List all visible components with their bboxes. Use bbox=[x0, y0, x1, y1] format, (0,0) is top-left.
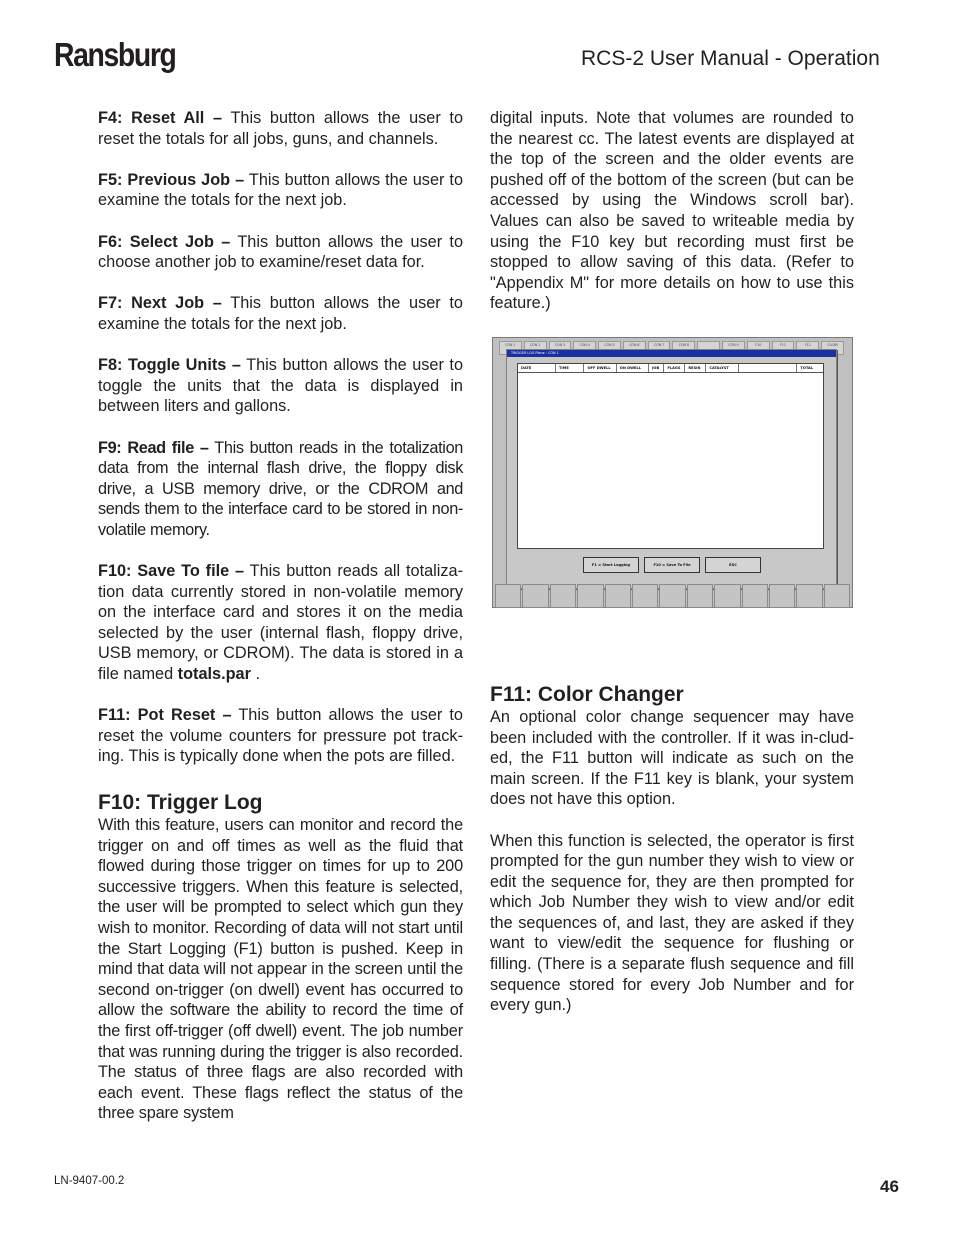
term: F5: Previous Job – bbox=[98, 170, 245, 189]
screenshot-tab: CON 1 bbox=[499, 341, 522, 355]
function-key bbox=[824, 584, 850, 608]
window-titlebar: TRIGGER LOG Plane : CON 1 bbox=[507, 350, 836, 357]
item-f8 bbox=[98, 355, 463, 417]
description-tail: . bbox=[250, 665, 261, 684]
term: F11: Pot Reset – bbox=[98, 706, 232, 725]
description: This button allows the user to reset the totals for all jobs, guns, and channels. bbox=[98, 109, 463, 148]
function-key bbox=[687, 584, 713, 608]
screenshot-tab: CON 6 bbox=[623, 341, 646, 355]
esc-button[interactable]: ESC bbox=[705, 557, 761, 573]
col-on-dwell: ON DWELL bbox=[617, 364, 649, 372]
trigger-log-text: With this feature, users can monitor and record the trigger on and off times as well as the fluid that flowed during those trigger on times for up to 200 successive triggers. When this feature is selected, the user will be prompted to select which gun they wish to monitor. Recording of data will not start until the Start Logging (F1) button is pushed. Keep in mind that data will not appear in the screen until the second on-trigger (on dwell) event has occurred to allow the software the ability to record the time of the first off-trigger (off dwell) event. The job number that was running during the trigger is also recorded. The status of three flags are also recorded with each event. These flags reflect the status of the three spare system bbox=[98, 816, 463, 1123]
function-key bbox=[659, 584, 685, 608]
screenshot-tab: F11 bbox=[772, 341, 795, 355]
save-to-file-button[interactable]: F10 = Save To File bbox=[644, 557, 700, 573]
document-code: LN-9407-00.2 bbox=[54, 1175, 125, 1187]
function-key bbox=[742, 584, 768, 608]
function-key bbox=[522, 584, 548, 608]
screenshot-tab: CLEAR bbox=[821, 341, 844, 355]
color-changer-para-1: An optional color change sequencer may have been included with the controller. If it was in-clud-ed, the F11 button will indicate as such on the main screen. If the F11 key is blank, your system does not have this option. bbox=[490, 707, 854, 809]
trigger-log-screenshot bbox=[492, 337, 853, 608]
description: This button allows the user to examine the totals for the next job. bbox=[98, 294, 463, 333]
start-logging-button[interactable]: F1 = Start Logging bbox=[583, 557, 639, 573]
col-time: TIME bbox=[556, 364, 585, 372]
screenshot-tab: CON 5 bbox=[598, 341, 621, 355]
item-f7 bbox=[98, 293, 463, 334]
color-changer-para-2: When this function is selected, the operator is first prompted for the gun number they wish to view or edit the sequence for, they are then prompted for which Job Number they wish to view and/or edit the sequences of, and last, they are asked if they want to view/edit the sequence for flushing or filling. (There is a separate flush sequence and fill sequence stored for every Job Number and for every gun.) bbox=[490, 831, 854, 1015]
function-key bbox=[632, 584, 658, 608]
item-f4 bbox=[98, 108, 463, 149]
col-flags: FLAGS bbox=[664, 364, 685, 372]
screenshot-tab: CON 7 bbox=[648, 341, 671, 355]
term: F4: Reset All – bbox=[98, 109, 223, 127]
trigger-log-window bbox=[506, 349, 837, 589]
screenshot-tab: CON 9 bbox=[722, 341, 745, 355]
screenshot-tab: CON 4 bbox=[573, 341, 596, 355]
col-catalyst: CATALYST bbox=[706, 364, 738, 372]
function-key bbox=[495, 584, 521, 608]
page-number: 46 bbox=[880, 1177, 899, 1196]
screenshot-tab: F12 bbox=[796, 341, 819, 355]
function-key bbox=[550, 584, 576, 608]
item-f5 bbox=[98, 170, 463, 211]
col-total: TOTAL bbox=[800, 366, 814, 370]
screenshot-function-keys bbox=[493, 584, 852, 608]
function-key bbox=[796, 584, 822, 608]
screenshot-tab: CON 3 bbox=[549, 341, 572, 355]
filename: totals.par bbox=[177, 665, 251, 684]
item-f6 bbox=[98, 232, 463, 273]
function-key bbox=[769, 584, 795, 608]
term: F7: Next Job – bbox=[98, 294, 222, 313]
description: This button allows the user to choose another job to examine/reset data for. bbox=[98, 232, 463, 272]
col-job: JOB bbox=[649, 364, 664, 372]
screenshot-tab: CON 8 bbox=[672, 341, 695, 355]
description: This button allows the user to examine the totals for the next job. bbox=[98, 170, 463, 210]
continuation-text: digital inputs. Note that volumes are rounded to the nearest cc. The latest events are displayed at the top of the screen and the older events are pushed off of the bottom of the screen (but can be accessed by using the Windows scroll bar). Values can also be saved to writeable media by using the F10 key but recording must first be stopped to allow saving of this data. (Refer to "Appendix M" for more details on how to use this feature.) bbox=[490, 109, 854, 313]
function-key bbox=[605, 584, 631, 608]
function-key bbox=[714, 584, 740, 608]
screenshot-tab: F10 bbox=[747, 341, 770, 355]
left-column bbox=[98, 108, 463, 1124]
log-table bbox=[517, 363, 824, 549]
col-off-dwell: OFF DWELL bbox=[584, 364, 616, 372]
description: This button reads in the totalization data from the internal flash drive, the floppy disk drive, a USB memory drive, or the CDROM and sends them to the interface card to be stored in non-volatile memory. bbox=[98, 438, 463, 539]
item-f9 bbox=[98, 438, 463, 541]
col-blank bbox=[739, 364, 798, 372]
term: F9: Read file – bbox=[98, 438, 209, 457]
item-f10-save bbox=[98, 561, 463, 685]
description: This button reads all totaliza-tion data currently stored in non-volatile memory on the interface card and stores it on the media selected by the user (internal flash, floppy drive, USB memory, or CDROM). The data is stored in a file named bbox=[98, 562, 464, 684]
document-title: RCS-2 User Manual - Operation bbox=[581, 47, 880, 70]
term: F8: Toggle Units – bbox=[98, 356, 241, 375]
brand-logo: Ransburg bbox=[54, 36, 176, 73]
section-heading-color-changer: F11: Color Changer bbox=[490, 682, 684, 706]
col-date: DATE bbox=[518, 364, 556, 372]
term: F10: Save To file – bbox=[98, 562, 245, 581]
col-resin: RESIN bbox=[685, 364, 706, 372]
description: This button allows the user to toggle the units that the data is displayed in between liters and gallons. bbox=[98, 356, 463, 416]
function-key bbox=[577, 584, 603, 608]
description: This button allows the user to reset the volume counters for pressure pot track-ing. This is typically done when the pots are filled. bbox=[98, 706, 463, 766]
item-f11-pot bbox=[98, 705, 463, 767]
term: F6: Select Job – bbox=[98, 232, 231, 251]
section-heading-trigger-log: F10: Trigger Log bbox=[98, 791, 263, 814]
log-table-header bbox=[518, 364, 823, 373]
screenshot-tab: CON 2 bbox=[524, 341, 547, 355]
